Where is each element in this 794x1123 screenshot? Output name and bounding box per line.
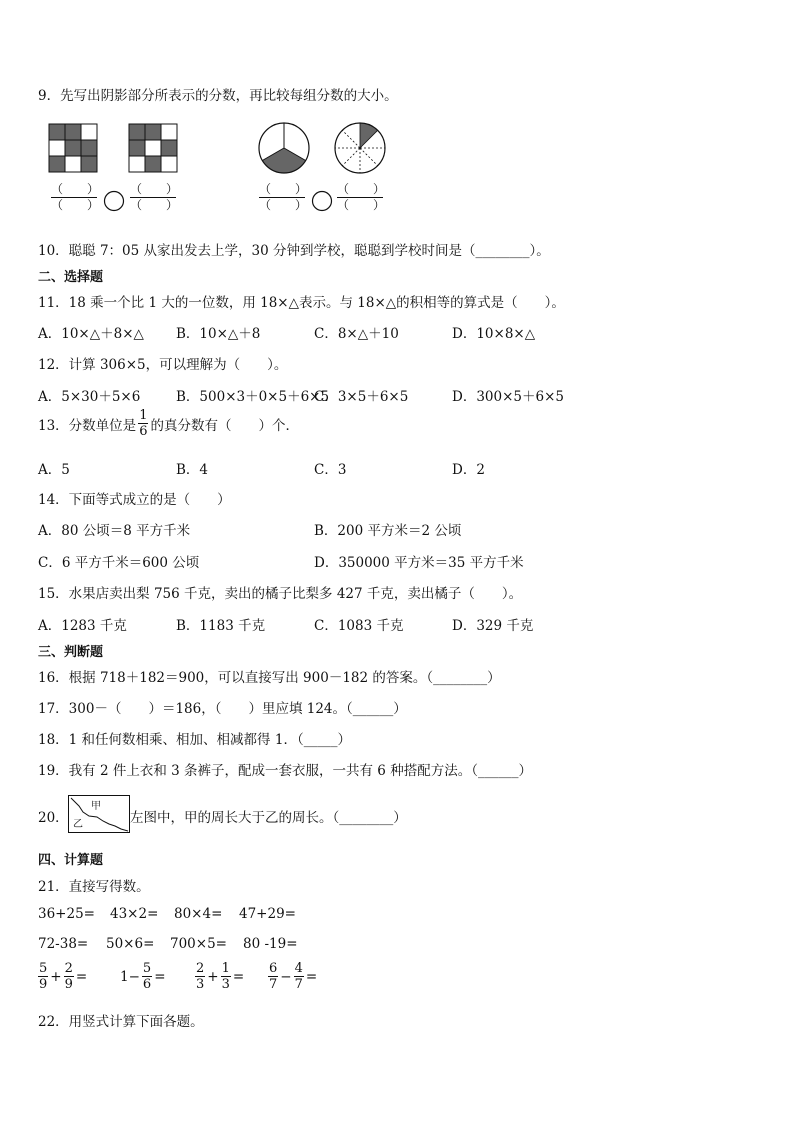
q13-text: 13．分数单位是 $\frac{1}{6}$ 的真分数有（ ）个． [38, 408, 299, 439]
q14-text: 14．下面等式成立的是（ ） [38, 492, 231, 508]
grid-cell [161, 140, 177, 156]
grid-cell [81, 140, 97, 156]
grid-cell [129, 140, 145, 156]
q14-option-c[interactable]: C．6 平方千米＝600 公顷 [38, 555, 200, 571]
calc-item[interactable]: 700×5= [170, 936, 227, 952]
grid-cell [49, 156, 65, 172]
q9-text: 9．先写出阴影部分所表示的分数，再比较每组分数的大小。 [38, 88, 398, 104]
label-yi: 乙 [73, 819, 83, 830]
grid-cell [49, 140, 65, 156]
circle-figure-1 [258, 122, 310, 174]
q14-option-b[interactable]: B．200 平方米＝2 公顷 [314, 523, 462, 539]
grid-cell [65, 156, 81, 172]
grid-cell [81, 124, 97, 140]
fraction-calc-1[interactable]: $\frac{5}{9}$ + $\frac{2}{9}$ = [39, 961, 88, 992]
grid-cell [145, 124, 161, 140]
calc-item[interactable]: 43×2= [110, 906, 159, 922]
fraction-blank-4[interactable]: （ ） （ ） [337, 182, 386, 212]
fraction-calc-2[interactable]: 1− $\frac{5}{6}$ = [120, 961, 166, 992]
calc-item[interactable]: 80×4= [174, 906, 223, 922]
q12-option-a[interactable]: A．5×30＋5×6 [38, 389, 141, 405]
q12-text: 12．计算 306×5，可以理解为（ ）。 [38, 357, 288, 373]
calc-item[interactable]: 72-38= [38, 936, 89, 952]
q13-option-c[interactable]: C．3 [314, 462, 347, 478]
calc-item[interactable]: 80 -19= [243, 936, 298, 952]
calc-item[interactable]: 36+25= [38, 906, 95, 922]
q14-option-a[interactable]: A．80 公顷＝8 平方千米 [38, 523, 191, 539]
grid-cell [161, 156, 177, 172]
q15-text: 15．水果店卖出梨 756 千克，卖出的橘子比梨多 427 千克，卖出橘子（ ）。 [38, 586, 523, 602]
q17-text: 17．300－（ ）＝186，（ ）里应填 124。（______） [38, 701, 407, 717]
grid-figure-1 [49, 124, 97, 172]
q11-option-a[interactable]: A．10×△＋8×△ [38, 326, 144, 342]
grid-cell [81, 156, 97, 172]
q13-fraction: $\frac{1}{6}$ [139, 408, 148, 439]
q11-option-c[interactable]: C．8×△＋10 [314, 326, 399, 342]
q11-option-b[interactable]: B．10×△＋8 [176, 326, 261, 342]
compare-circle-1[interactable] [103, 190, 125, 212]
q15-option-d[interactable]: D．329 千克 [452, 618, 534, 634]
q13-option-a[interactable]: A．5 [38, 462, 70, 478]
q22-text: 22．用竖式计算下面各题。 [38, 1014, 204, 1030]
calc-item[interactable]: 50×6= [106, 936, 155, 952]
calc-item[interactable]: 47+29= [239, 906, 296, 922]
circle-shaded-sector [262, 148, 305, 173]
q11-option-d[interactable]: D．10×8×△ [452, 326, 536, 342]
q20-figure [68, 795, 130, 833]
q18-text: 18．1 和任何数相乘、相加、相减都得 1．（_____） [38, 732, 351, 748]
grid-cell [161, 124, 177, 140]
fraction-calc-3[interactable]: $\frac{2}{3}$ + $\frac{1}{3}$ = [196, 961, 245, 992]
circle-divider [342, 130, 360, 148]
grid-cell [49, 124, 65, 140]
circle-shaded-sector [360, 123, 378, 148]
q13-option-b[interactable]: B．4 [176, 462, 209, 478]
fraction-blank-1[interactable]: （ ） （ ） [51, 182, 100, 212]
q16-text: 16．根据 718＋182＝900，可以直接写出 900－182 的答案。（________） [38, 670, 501, 686]
q12-option-b[interactable]: B．500×3＋0×5＋6×5 [176, 389, 330, 405]
fraction-blank-2[interactable]: （ ） （ ） [130, 182, 179, 212]
q11-text: 11．18 乘一个比 1 大的一位数，用 18×△表示。与 18×△的积相等的算式是（ ）。 [38, 295, 565, 311]
grid-cell [65, 124, 81, 140]
grid-cell [129, 156, 145, 172]
q14-option-d[interactable]: D．350000 平方米＝35 平方千米 [314, 555, 524, 571]
q10-text: 10．聪聪 7：05 从家出发去上学，30 分钟到学校，聪聪到学校时间是（________）。 [38, 243, 550, 259]
circle-divider [342, 148, 360, 166]
circle-divider [360, 148, 378, 166]
q15-option-b[interactable]: B．1183 千克 [176, 618, 266, 634]
fraction-calc-4[interactable]: $\frac{6}{7}$ − $\frac{4}{7}$ = [269, 961, 318, 992]
section-3-heading: 三、判断题 [38, 645, 104, 660]
grid-cell [145, 140, 161, 156]
fraction-blank-3[interactable]: （ ） （ ） [259, 182, 308, 212]
label-jia: 甲 [91, 801, 101, 812]
section-2-heading: 二、选择题 [38, 270, 104, 285]
grid-figure-2 [129, 124, 177, 172]
circle-figure-2 [334, 122, 386, 174]
q21-text: 21．直接写得数。 [38, 879, 150, 895]
section-4-heading: 四、计算题 [38, 853, 104, 868]
q13-option-d[interactable]: D．2 [452, 462, 485, 478]
grid-cell [129, 124, 145, 140]
q15-option-a[interactable]: A．1283 千克 [38, 618, 127, 634]
q20-number: 20． [38, 810, 69, 826]
q19-text: 19．我有 2 件上衣和 3 条裤子，配成一套衣服，一共有 6 种搭配方法。（______） [38, 763, 532, 779]
q20-text: 左图中，甲的周长大于乙的周长。（________） [130, 810, 407, 826]
grid-cell [65, 140, 81, 156]
q15-option-c[interactable]: C．1083 千克 [314, 618, 404, 634]
q12-option-d[interactable]: D．300×5＋6×5 [452, 389, 564, 405]
compare-circle-2[interactable] [311, 190, 333, 212]
grid-cell [145, 156, 161, 172]
q12-option-c[interactable]: C．3×5＋6×5 [314, 389, 409, 405]
